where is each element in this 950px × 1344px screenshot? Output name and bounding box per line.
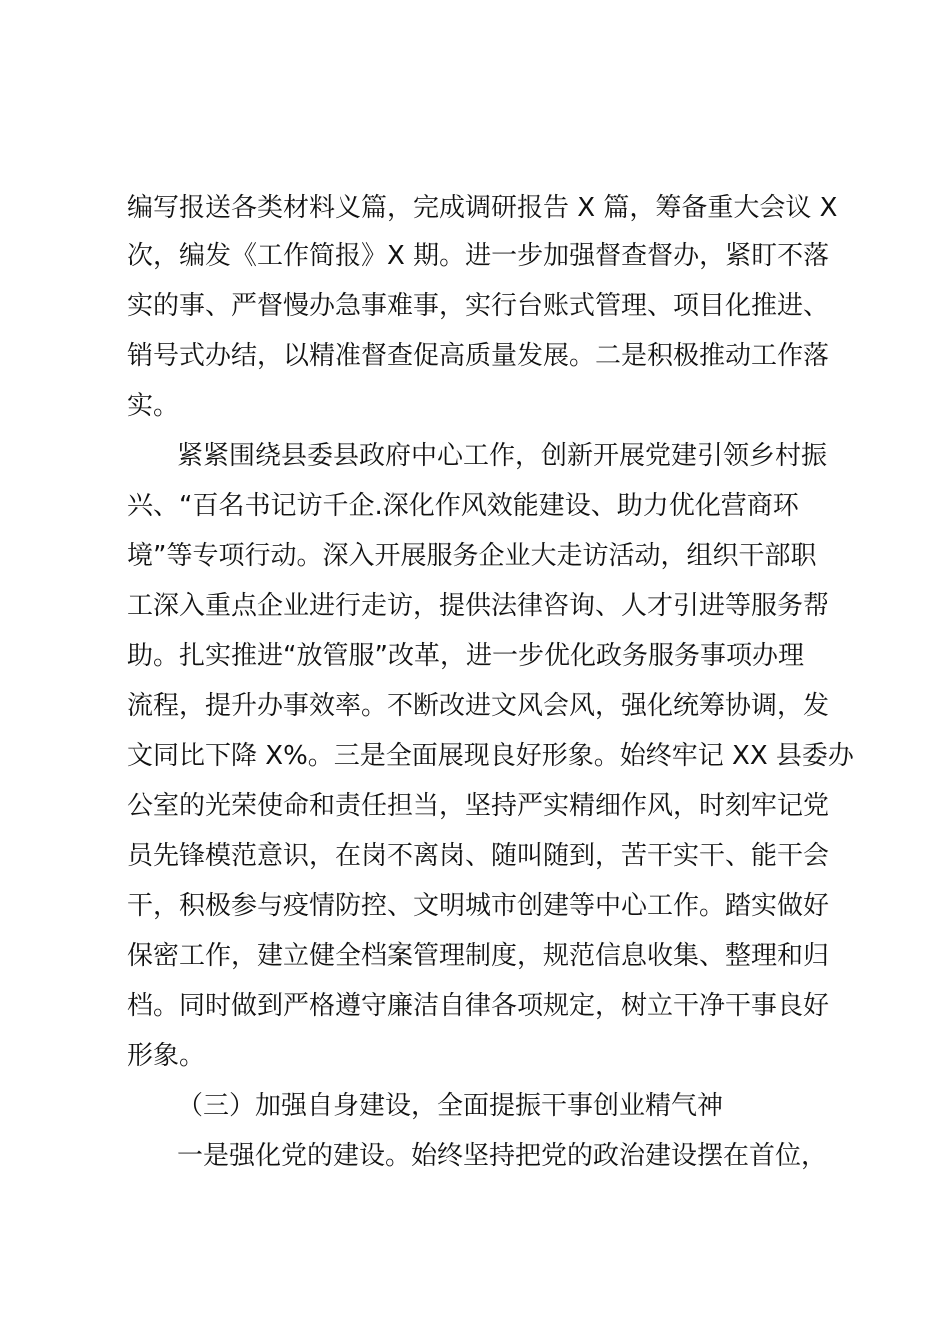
text-line: 文同比下降 X%。三是全面展现良好形象。始终牢记 XX 县委办: [127, 741, 854, 771]
text-line: 实。: [127, 391, 180, 421]
text-line: 形象。: [127, 1041, 206, 1071]
paragraph-start-line: 一是强化党的建设。始终坚持把党的政治建设摆在首位，: [177, 1141, 828, 1171]
text-line: 实的事、严督慢办急事难事，实行台账式管理、项目化推进、: [127, 291, 830, 321]
text-line: 助。扎实推进“放管服”改革，进一步优化政务服务事项办理: [127, 641, 804, 671]
text-line: 档。同时做到严格遵守廉洁自律各项规定，树立干净干事良好: [127, 991, 830, 1021]
text-line: 保密工作，建立健全档案管理制度，规范信息收集、整理和归: [127, 941, 830, 971]
text-line: 工深入重点企业进行走访，提供法律咨询、人才引进等服务帮: [127, 591, 830, 621]
text-line: 编写报送各类材料义篇，完成调研报告 X 篇，筹备重大会议 X: [127, 193, 838, 223]
text-line: 次，编发《工作简报》X 期。进一步加强督查督办，紧盯不落: [127, 241, 830, 271]
text-line: 销号式办结，以精准督查促高质量发展。二是积极推动工作落: [127, 341, 830, 371]
text-line: 境”等专项行动。深入开展服务企业大走访活动，组织干部职: [127, 541, 817, 571]
section-heading: （三）加强自身建设，全面提振干事创业精气神: [177, 1091, 724, 1121]
text-line: 干，积极参与疫情防控、文明城市创建等中心工作。踏实做好: [127, 891, 830, 921]
text-line: 员先锋模范意识，在岗不离岗、随叫随到，苦干实干、能干会: [127, 841, 830, 871]
text-line: 兴、“百名书记访千企.深化作风效能建设、助力优化营商环: [127, 491, 799, 521]
text-line: 公室的光荣使命和责任担当，坚持严实精细作风，时刻牢记党: [127, 791, 830, 821]
text-line: 流程，提升办事效率。不断改进文风会风，强化统筹协调，发: [127, 691, 830, 721]
paragraph-start-line: 紧紧围绕县委县政府中心工作，创新开展党建引领乡村振: [177, 441, 828, 471]
